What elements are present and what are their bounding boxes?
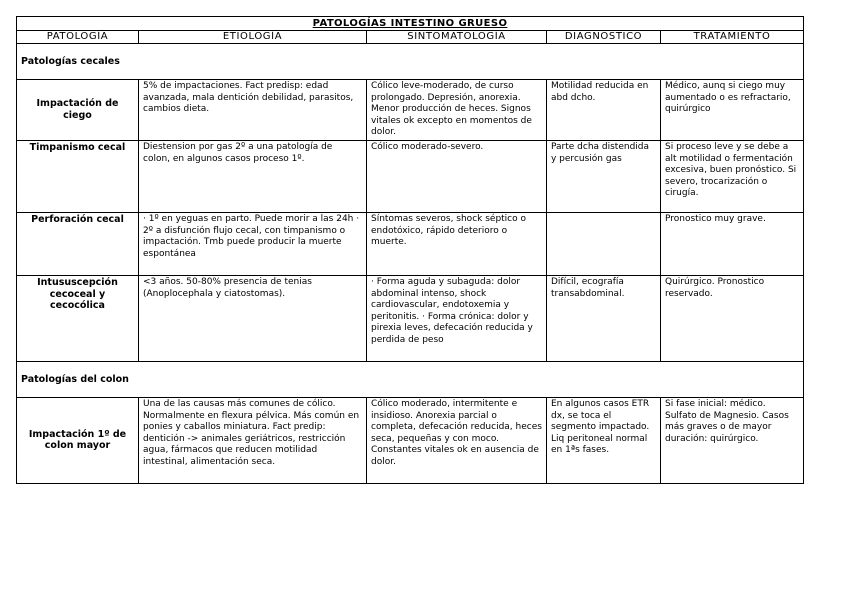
- cell-etiologia: Una de las causas más comunes de cólico. Normalmente en flexura pélvica. Más común en ponies y caballos miniatura. Fact predip: dentición -> animales geriátricos, restricción agua, fármacos que reducen motilidad intestinal, alimentación seca.: [139, 397, 367, 483]
- column-header-etiologia: ETIOLOGÍA: [139, 31, 367, 44]
- cell-tratamiento: Si proceso leve y se debe a alt motilidad o fermentación excesiva, buen pronóstico. Si severo, trocarización o cirugía.: [661, 140, 804, 212]
- section-header-cecales: Patologías cecales: [17, 44, 804, 80]
- table-row: [17, 80, 804, 141]
- section-header-colon: Patologías del colon: [17, 361, 804, 397]
- table-row: [17, 212, 804, 275]
- row-pathology-name: Timpanismo cecal: [17, 140, 139, 212]
- column-header-diagnostico: DIAGNÓSTICO: [547, 31, 661, 44]
- cell-sintomatologia: · Forma aguda y subaguda: dolor abdominal intenso, shock cardiovascular, endotoxemia y peritonitis. · Forma crónica: dolor y pirexia leves, defecación reducida y perdida de peso: [367, 275, 547, 361]
- cell-etiologia: <3 años. 50-80% presencia de tenias (Anoplocephala y ciatostomas).: [139, 275, 367, 361]
- cell-diagnostico: Difícil, ecografía transabdominal.: [547, 275, 661, 361]
- cell-diagnostico: En algunos casos ETR dx, se toca el segmento impactado. Liq peritoneal normal en 1ªs fases.: [547, 397, 661, 483]
- cell-tratamiento: Pronostico muy grave.: [661, 212, 804, 275]
- row-pathology-name: Perforación cecal: [17, 212, 139, 275]
- table-title: PATOLOGÍAS INTESTINO GRUESO: [17, 17, 804, 31]
- cell-etiologia: Diestension por gas 2º a una patología de colon, en algunos casos proceso 1º.: [139, 140, 367, 212]
- table-row: [17, 140, 804, 212]
- row-pathology-name: Intususcepción cecoceal y cecocólica: [17, 275, 139, 361]
- cell-tratamiento: Si fase inicial: médico. Sulfato de Magnesio. Casos más graves o de mayor duración: quirúrgico.: [661, 397, 804, 483]
- cell-tratamiento: Médico, aunq si ciego muy aumentado o es refractario, quirúrgico: [661, 80, 804, 141]
- cell-etiologia: · 1º en yeguas en parto. Puede morir a las 24h · 2º a disfunción flujo cecal, con timpanismo o impactación. Tmb puede producir la muerte espontánea: [139, 212, 367, 275]
- cell-tratamiento: Quirúrgico. Pronostico reservado.: [661, 275, 804, 361]
- column-header-tratamiento: TRATAMIENTO: [661, 31, 804, 44]
- row-pathology-name: Impactación de ciego: [17, 80, 139, 141]
- cell-sintomatologia: Cólico moderado-severo.: [367, 140, 547, 212]
- cell-diagnostico: [547, 212, 661, 275]
- row-pathology-name: Impactación 1º de colon mayor: [17, 397, 139, 483]
- cell-diagnostico: Motilidad reducida en abd dcho.: [547, 80, 661, 141]
- column-header-patologia: PATOLOGÍA: [17, 31, 139, 44]
- pathology-table: [16, 16, 804, 484]
- cell-sintomatologia: Síntomas severos, shock séptico o endotóxico, rápido deterioro o muerte.: [367, 212, 547, 275]
- cell-etiologia: 5% de impactaciones. Fact predisp: edad avanzada, mala dentición debilidad, parasitos, cambios dieta.: [139, 80, 367, 141]
- table-row: [17, 397, 804, 483]
- column-header-sintomatologia: SINTOMATOLOGÍA: [367, 31, 547, 44]
- cell-diagnostico: Parte dcha distendida y percusión gas: [547, 140, 661, 212]
- cell-sintomatologia: Cólico moderado, intermitente e insidioso. Anorexia parcial o completa, defecación reducida, heces seca, pequeñas y con moco. Constantes vitales ok en ausencia de dolor.: [367, 397, 547, 483]
- cell-sintomatologia: Cólico leve-moderado, de curso prolongado. Depresión, anorexia. Menor producción de heces. Signos vitales ok excepto en momentos de dolor.: [367, 80, 547, 141]
- table-row: [17, 275, 804, 361]
